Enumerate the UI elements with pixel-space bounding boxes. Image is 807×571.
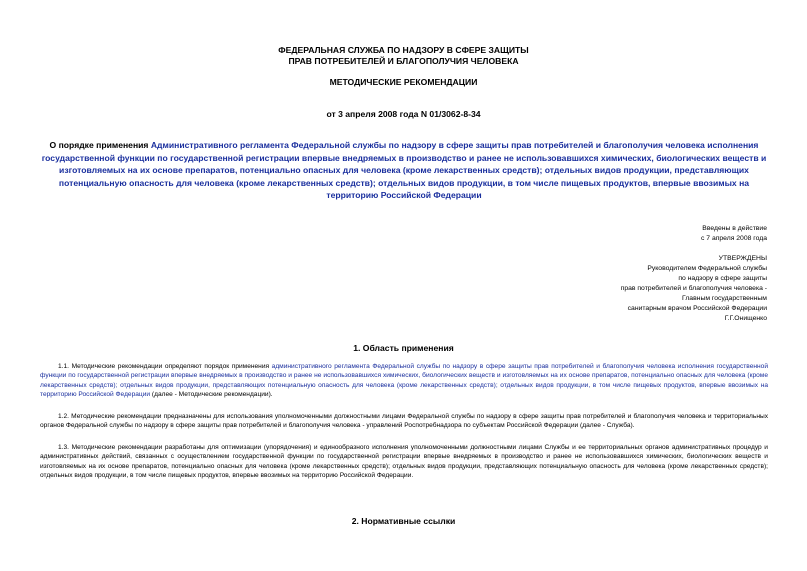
section-1-heading: 1. Область применения (353, 343, 454, 353)
approval-line: Руководителем Федеральной службы (647, 265, 767, 272)
document-type: МЕТОДИЧЕСКИЕ РЕКОМЕНДАЦИИ (329, 77, 478, 87)
paragraph-1-2: 1.2. Методические рекомендации предназначены для использования уполномоченными должностными лицами Федеральной службы по надзору в сфере защиты прав потребителей и благополучия человека и территориальных органов Федеральной службы по надзору в сфере защиты прав потребителей и благополучия человека - управлений Роспотребнадзора по субъектам Российской Федерации (далее - Служба). (40, 413, 768, 430)
document-date-number: от 3 апреля 2008 года N 01/3062-8-34 (326, 109, 481, 119)
paragraph-1-3: 1.3. Методические рекомендации разработаны для оптимизации (упорядочения) и единообразного исполнения уполномоченными должностными лицами Службы и ее территориальных органов административных процедур и административных действий, связанных с осуществлением государственной функции по государственной регистрации впервые внедряемых в производство и ранее не использовавшихся химических, биологических веществ и изготовляемых на их основе препаратов, потенциально опасных для человека (кроме лекарственных средств); отдельных видов продукции, представляющих потенциальную опасность для человека (кроме лекарственных средств); отдельных видов продукции, в том числе пищевых продуктов, впервые ввозимых на территорию Российской Федерации. (40, 444, 768, 480)
approval-line: санитарным врачом Российской Федерации (627, 305, 767, 312)
effective-date-block (701, 224, 767, 244)
approval-signatory: Г.Г.Онищенко (724, 315, 767, 322)
approval-line: прав потребителей и благополучия человека - (620, 285, 767, 292)
section-2-heading: 2. Нормативные ссылки (351, 516, 456, 526)
effective-line: Введены в действие (702, 225, 767, 232)
p1-suffix: (далее - Методические рекомендации). (150, 391, 273, 399)
paragraph-1-1 (40, 362, 768, 400)
title-prefix: О порядке применения (49, 140, 151, 150)
title-regulation-link[interactable]: Административного регламента Федеральной службы по надзору в сфере защиты прав потребителей и благополучия человека исполнения государственной функции по государственной регистрации впервые внедряемых в производство и ранее не использовавшихся химических, биологических веществ и изготовляемых на их основе препаратов, потенциально опасных для человека (кроме лекарственных средств); отдельных видов продукции, представляющих потенциальную опасность для человека (кроме лекарственных средств); отдельных видов продукции, в том числе пищевых продуктов, впервые ввозимых на территорию Российской Федерации (41, 140, 767, 200)
approval-line: по надзору в сфере защиты (678, 275, 767, 282)
effective-date: с 7 апреля 2008 года (700, 235, 767, 242)
org-name-line1: ФЕДЕРАЛЬНАЯ СЛУЖБА ПО НАДЗОРУ В СФЕРЕ ЗАЩИТЫ (278, 45, 529, 55)
org-name-line2: ПРАВ ПОТРЕБИТЕЛЕЙ И БЛАГОПОЛУЧИЯ ЧЕЛОВЕКА (288, 56, 519, 66)
p1-regulation-link[interactable]: административного регламента Федеральной службы по надзору в сфере защиты прав потребителей и благополучия человека исполнения государственной функции по государственной регистрации впервые внедряемых в производство и ранее не использовавшихся химических, биологических веществ и изготовляемых на их основе препаратов, потенциально опасных для человека (кроме лекарственных средств); отдельных видов продукции, представляющих потенциальную опасность для человека (кроме лекарственных средств); отдельных видов продукции, в том числе пищевых продуктов, впервые ввозимых на территорию Российской Федерации (40, 363, 769, 399)
document-title (36, 139, 772, 202)
approval-block (621, 254, 767, 324)
p1-prefix: 1.1. Методические рекомендации определяют порядок применения (58, 363, 272, 370)
approval-line: УТВЕРЖДЕНЫ (718, 255, 767, 262)
approval-line: Главным государственным (682, 295, 767, 302)
